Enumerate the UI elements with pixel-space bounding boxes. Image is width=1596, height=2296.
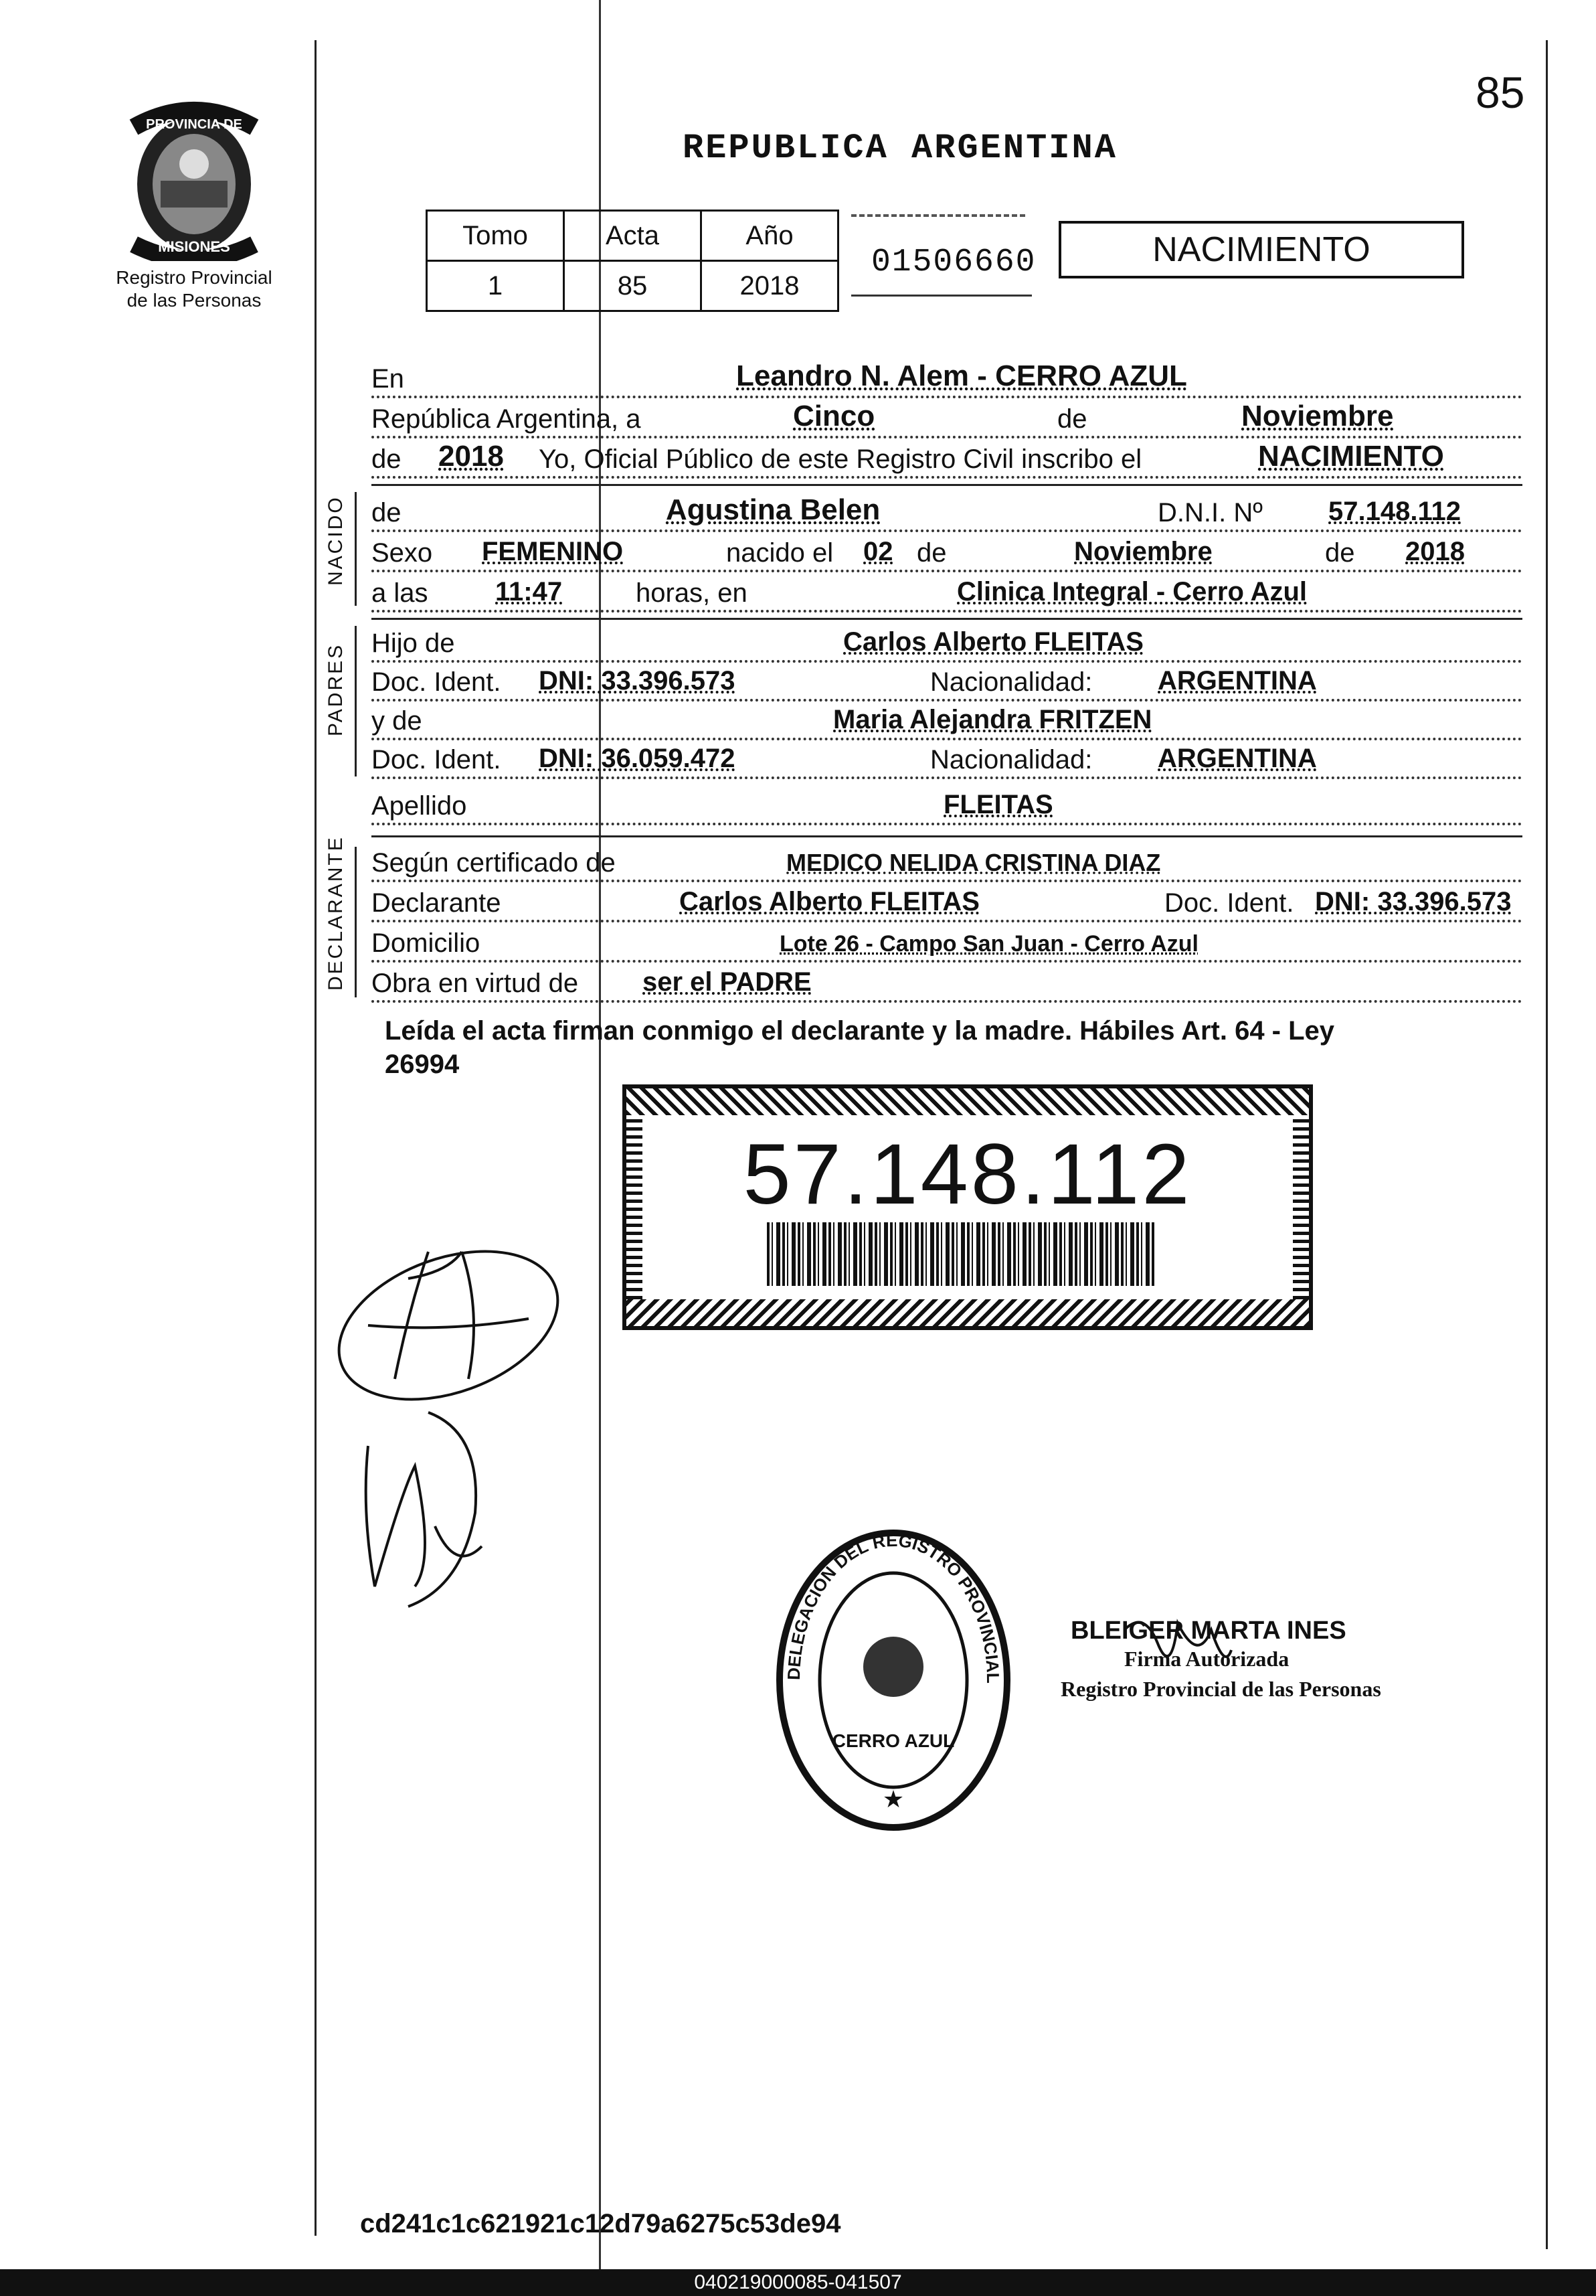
- svg-text:★: ★: [882, 1785, 905, 1813]
- dni-sticker: [622, 1084, 1313, 1330]
- province-logo: [114, 100, 274, 261]
- serial-number: 01506660: [871, 244, 1037, 280]
- month-value: Noviembre: [1241, 400, 1394, 432]
- decl-label: Declarante: [371, 888, 501, 918]
- footer-bar: [0, 2269, 1596, 2296]
- row-nacido-hora: [371, 572, 1522, 612]
- declarante-bracket: [355, 847, 357, 997]
- year-value: 2018: [438, 440, 504, 473]
- declarante-section-label: DECLARANTE: [325, 835, 347, 991]
- right-margin-line: [1546, 40, 1548, 2249]
- registry-name-line2: de las Personas: [126, 290, 262, 311]
- obra-value: ser el PADRE: [642, 967, 812, 997]
- birth-de-label2: de: [1325, 538, 1355, 568]
- row-father-doc: [371, 661, 1522, 702]
- value-anio: 2018: [701, 261, 838, 311]
- row-mother-doc: [371, 739, 1522, 779]
- signer-role: Firma Autorizada: [1124, 1647, 1290, 1671]
- child-name: Agustina Belen: [666, 493, 881, 526]
- official-stamp: [773, 1526, 1014, 1834]
- obra-label: Obra en virtud de: [371, 969, 579, 998]
- stamp-inner-text: CERRO AZUL: [832, 1730, 955, 1751]
- mother-nationality: ARGENTINA: [1158, 744, 1317, 773]
- en-label: En: [371, 364, 404, 394]
- sticker-pattern-top: [626, 1088, 1309, 1115]
- value-tomo: 1: [427, 261, 564, 311]
- decl-doc: DNI: 33.396.573: [1315, 887, 1512, 916]
- closing-line2: 26994: [385, 1050, 460, 1079]
- page-number: 85: [1476, 68, 1525, 117]
- decl-doc-label: Doc. Ident.: [1164, 888, 1294, 918]
- birth-place: Clinica Integral - Cerro Azul: [957, 577, 1308, 606]
- de-label: de: [1057, 404, 1087, 434]
- signer-name: BLEIGER MARTA INES: [1071, 1617, 1346, 1645]
- republica-label: República Argentina, a: [371, 404, 641, 434]
- document-hash: cd241c1c621921c12d79a6275c53de94: [360, 2209, 841, 2238]
- oficial-text: Yo, Oficial Público de este Registro Civil inscribo el: [539, 444, 1142, 474]
- header-anio: Año: [701, 211, 838, 261]
- hijo-label: Hijo de: [371, 629, 455, 658]
- father-doc-label: Doc. Ident.: [371, 667, 501, 697]
- mother-doc: DNI: 36.059.472: [539, 744, 735, 773]
- section-separator: [371, 618, 1522, 620]
- mother-nac-label: Nacionalidad:: [930, 745, 1093, 774]
- dotted-line: [371, 610, 1522, 612]
- closing-text: [385, 1014, 1482, 1081]
- sticker-barcode: [767, 1222, 1155, 1286]
- day-value: Cinco: [793, 400, 875, 432]
- cert-label: Según certificado de: [371, 848, 616, 878]
- row-en: [371, 358, 1522, 398]
- header-acta: Acta: [564, 211, 701, 261]
- logo-text-bottom: MISIONES: [158, 238, 230, 255]
- closing-line1: Leída el acta firman conmigo el declarante y la madre. Hábiles Art. 64 - Ley: [385, 1016, 1335, 1046]
- birth-de-label: de: [917, 538, 947, 568]
- section-separator: [371, 835, 1522, 837]
- signer-org: Registro Provincial de las Personas: [1061, 1677, 1381, 1701]
- father-nac-label: Nacionalidad:: [930, 667, 1093, 697]
- yde-label: y de: [371, 706, 422, 736]
- sexo-label: Sexo: [371, 538, 433, 568]
- nacido-section-label: NACIDO: [325, 495, 347, 586]
- nacido-de-label: de: [371, 498, 402, 527]
- row-declarante: [371, 882, 1522, 922]
- birth-time: 11:47: [495, 577, 563, 606]
- alas-label: a las: [371, 578, 428, 608]
- registry-name-line1: Registro Provincial: [116, 267, 272, 288]
- dotted-line: [371, 1000, 1522, 1003]
- mother-name: Maria Alejandra FRITZEN: [833, 705, 1152, 734]
- registry-name: [80, 266, 308, 312]
- registry-table: [426, 210, 839, 312]
- sticker-pattern-bottom: [626, 1299, 1309, 1326]
- dom-value: Lote 26 - Campo San Juan - Cerro Azul: [780, 931, 1199, 957]
- sticker-dni-number: 57.148.112: [743, 1127, 1192, 1222]
- padres-bracket: [355, 626, 357, 776]
- sexo-value: FEMENINO: [482, 537, 624, 566]
- dotted-line: [371, 823, 1522, 825]
- place-value: Leandro N. Alem - CERRO AZUL: [736, 359, 1187, 392]
- row-republica: [371, 398, 1522, 438]
- act-value: NACIMIENTO: [1258, 440, 1444, 473]
- stamp-outer-text: DELEGACION DEL REGISTRO PROVINCIAL: [783, 1530, 1004, 1684]
- father-nationality: ARGENTINA: [1158, 666, 1317, 695]
- country-title: REPUBLICA ARGENTINA: [683, 129, 1118, 168]
- birth-year: 2018: [1405, 537, 1465, 566]
- decl-name: Carlos Alberto FLEITAS: [679, 887, 980, 916]
- child-dni: 57.148.112: [1328, 497, 1461, 526]
- dom-label: Domicilio: [371, 928, 480, 958]
- apellido-label: Apellido: [371, 791, 467, 821]
- handwritten-signatures: [328, 1212, 582, 1640]
- footer-code: 040219000085-041507: [694, 2271, 902, 2293]
- doc-type-box: NACIMIENTO: [1059, 221, 1464, 278]
- nacido-el-label: nacido el: [726, 538, 834, 568]
- father-doc: DNI: 33.396.573: [539, 666, 735, 695]
- left-margin-line: [315, 40, 317, 2236]
- dni-label: D.N.I. Nº: [1158, 498, 1263, 527]
- logo-text-top: PROVINCIA DE: [146, 117, 242, 132]
- birth-day: 02: [863, 537, 893, 566]
- father-name: Carlos Alberto FLEITAS: [843, 627, 1144, 657]
- row-mother: [371, 700, 1522, 740]
- header-tomo: Tomo: [427, 211, 564, 261]
- row-oficial: [371, 438, 1522, 479]
- dotted-line: [371, 776, 1522, 779]
- cert-value: MEDICO NELIDA CRISTINA DIAZ: [786, 849, 1161, 876]
- padres-section-label: PADRES: [325, 643, 347, 736]
- horas-label: horas, en: [636, 578, 747, 608]
- row-nacido-name: [371, 492, 1522, 532]
- section-separator: [371, 484, 1522, 486]
- row-certificado: [371, 842, 1522, 882]
- nacido-bracket: [355, 492, 357, 606]
- birth-month: Noviembre: [1074, 537, 1213, 566]
- serial-box: [851, 214, 1037, 297]
- de2-label: de: [371, 444, 402, 474]
- row-apellido: [371, 785, 1522, 825]
- dotted-line: [371, 476, 1522, 479]
- row-domicilio: [371, 922, 1522, 963]
- mother-doc-label: Doc. Ident.: [371, 745, 501, 774]
- row-hijo: [371, 623, 1522, 663]
- row-obra: [371, 963, 1522, 1003]
- value-acta: 85: [564, 261, 701, 311]
- fold-line: [599, 0, 601, 2296]
- row-nacido-sexo: [371, 532, 1522, 572]
- apellido-value: FLEITAS: [944, 790, 1053, 819]
